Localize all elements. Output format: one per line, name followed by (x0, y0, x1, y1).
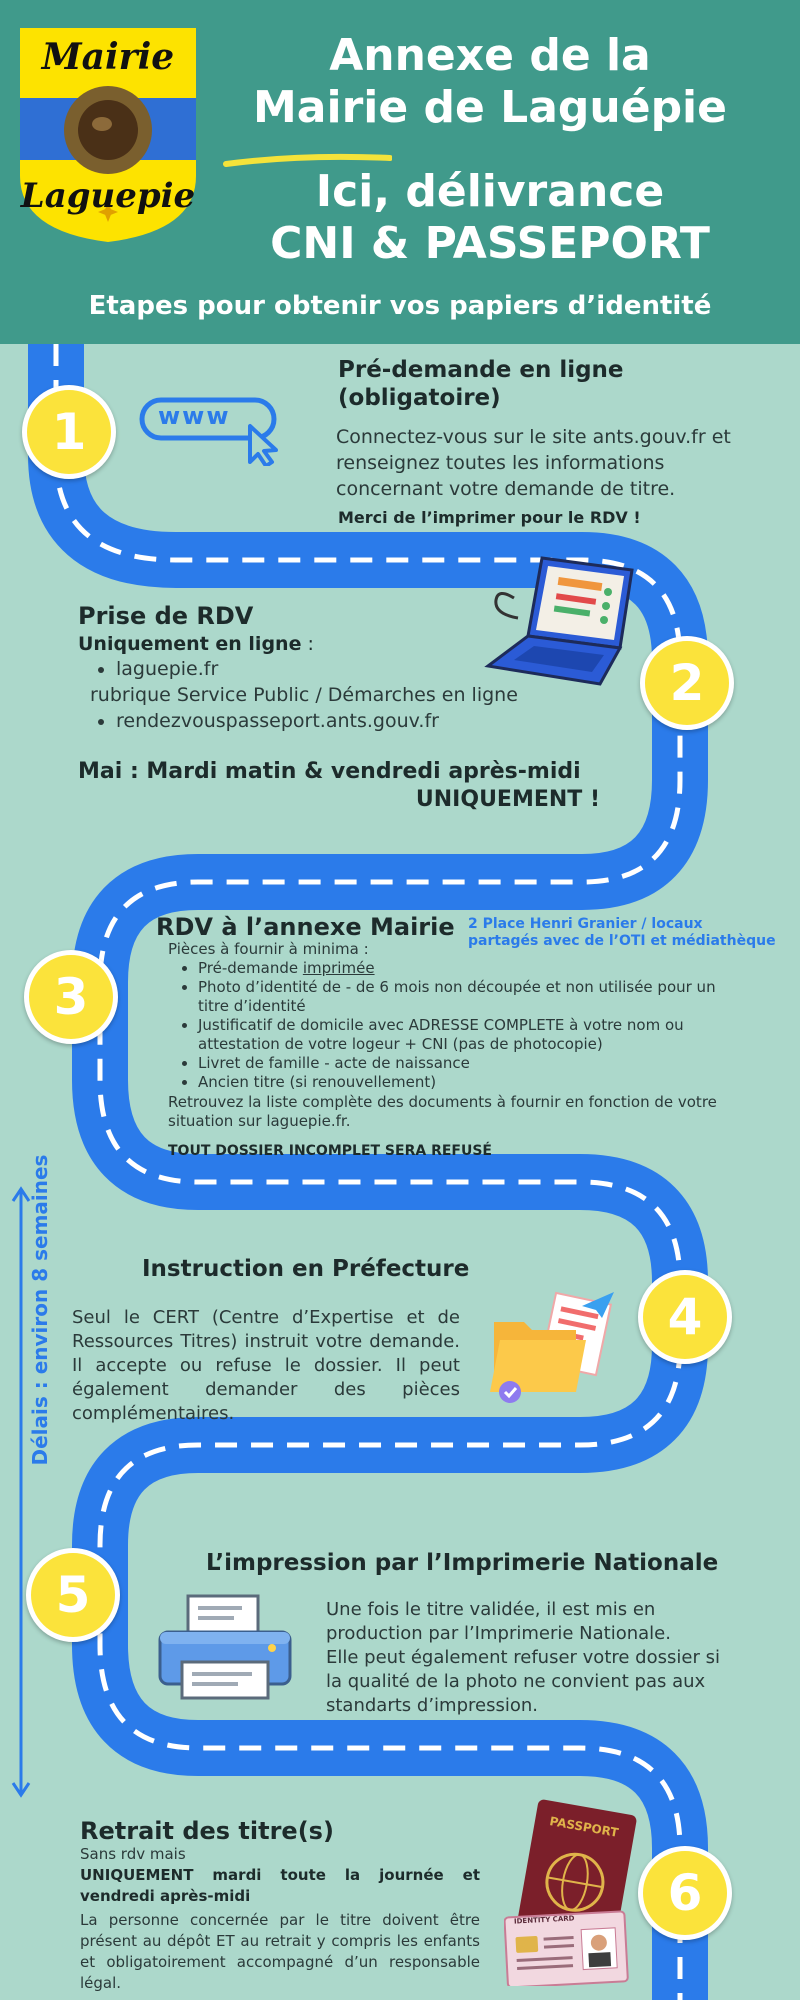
printer-icon (154, 1592, 296, 1704)
www-icon (138, 396, 288, 466)
step-2-subtitle-suffix: : (301, 633, 314, 655)
step-3-address-line-2: partagés avec de l’OTI et médiathèque (468, 933, 776, 949)
subtitle-line-1: Ici, délivrance (315, 166, 665, 217)
item-underlined: imprimée (302, 959, 375, 977)
step-2-middle: rubrique Service Public / Démarches en ligne (90, 684, 518, 706)
step-2-subtitle-bold: Uniquement en ligne (78, 633, 302, 655)
list-item: • laguepie.fr (116, 656, 218, 682)
laptop-icon (484, 556, 644, 688)
www-text: www (158, 402, 231, 430)
step-6-circle: 6 (638, 1846, 732, 1940)
logo-bottom-text: Laguepie (20, 176, 196, 216)
list-item: • Photo d’identité de - de 6 mois non découpée et non utilisée pour un titre d’identité (198, 978, 718, 1016)
passport-label: PASSPORT (548, 1814, 620, 1840)
step-2-subtitle (78, 632, 314, 656)
step-6-text: La personne concernée par le titre doivent être présent au dépôt ET au retrait y compris les enfants et obligatoirement accompagné d’un responsable légal. (80, 1911, 480, 1992)
step-3-footer: Retrouvez la liste complète des documents à fournir en fonction de votre situation sur laguepie.fr. (168, 1093, 717, 1130)
step-3-documents-list (168, 959, 718, 1092)
step-3-address-line-1: 2 Place Henri Granier / locaux (468, 916, 703, 932)
folder-icon (490, 1288, 630, 1408)
documents-icon (504, 1796, 644, 1986)
title-line-2: Mairie de Laguépie (253, 82, 727, 133)
step-6-line-1: Sans rdv mais (80, 1845, 186, 1863)
step-3-title: RDV à l’annexe Mairie (156, 913, 455, 941)
step-6-title: Retrait des titre(s) (80, 1817, 334, 1845)
step-6-line-2: UNIQUEMENT mardi toute la journée et vendredi après-midi (80, 1866, 480, 1905)
steps-heading: Etapes pour obtenir vos papiers d’identité (88, 291, 712, 321)
list-item (198, 959, 718, 978)
logo-top-text: Mairie (41, 36, 175, 78)
step-5-text-line-1: Une fois le titre validée, il est mis en production par l’Imprimerie Nationale. (326, 1599, 671, 1644)
step-3-intro: Pièces à fournir à minima : (168, 940, 369, 958)
list-item: • Ancien titre (si renouvellement) (198, 1073, 718, 1092)
list-item: • Livret de famille - acte de naissance (198, 1054, 718, 1073)
step-2-circle: 2 (640, 636, 734, 730)
step-5-title: L’impression par l’Imprimerie Nationale (206, 1550, 719, 1576)
step-1-text: Connectez-vous sur le site ants.gouv.fr et renseignez toutes les informations concernant votre demande de titre. (336, 426, 731, 500)
step-3-warning: TOUT DOSSIER INCOMPLET SERA REFUSÉ (168, 1143, 492, 1159)
list-item: • rendezvouspasseport.ants.gouv.fr (116, 708, 439, 734)
item-prefix: Pré-demande (198, 959, 303, 977)
step-5-circle: 5 (26, 1548, 120, 1642)
step-1-circle: 1 (22, 385, 116, 479)
step-1-title-line-2: (obligatoire) (338, 385, 501, 411)
step-5-text-line-2: Elle peut également refuser votre dossier si la qualité de la photo ne convient pas aux standarts d’impression. (326, 1647, 720, 1716)
step-1-title-line-1: Pré-demande en ligne (338, 357, 624, 383)
step-2-schedule-line-2: UNIQUEMENT ! (415, 787, 600, 812)
step-2-schedule-line-1: Mai : Mardi matin & vendredi après-midi (78, 759, 581, 784)
step-4-text: Seul le CERT (Centre d’Expertise et de Ressources Titres) instruit votre demande. Il accepte ou refuse le dossier. Il peut également demander des pièces complémentaires. (72, 1307, 460, 1424)
identity-card-label: IDENTITY CARD (513, 1914, 575, 1926)
step-2-list-1 (86, 656, 218, 682)
step-4-circle: 4 (638, 1270, 732, 1364)
subtitle-line-2: CNI & PASSEPORT (270, 218, 710, 269)
list-item: • Justificatif de domicile avec ADRESSE COMPLETE à votre nom ou attestation de votre logeur + CNI (pas de photocopie) (198, 1016, 718, 1054)
step-3-circle: 3 (24, 950, 118, 1044)
step-2-list-2 (86, 708, 439, 734)
step-2-title: Prise de RDV (78, 602, 254, 630)
step-1-note: Merci de l’imprimer pour le RDV ! (338, 508, 641, 527)
title-line-1: Annexe de la (329, 30, 651, 81)
step-4-title: Instruction en Préfecture (142, 1256, 470, 1282)
delay-label: Délais : environ 8 semaines (28, 1154, 52, 1466)
